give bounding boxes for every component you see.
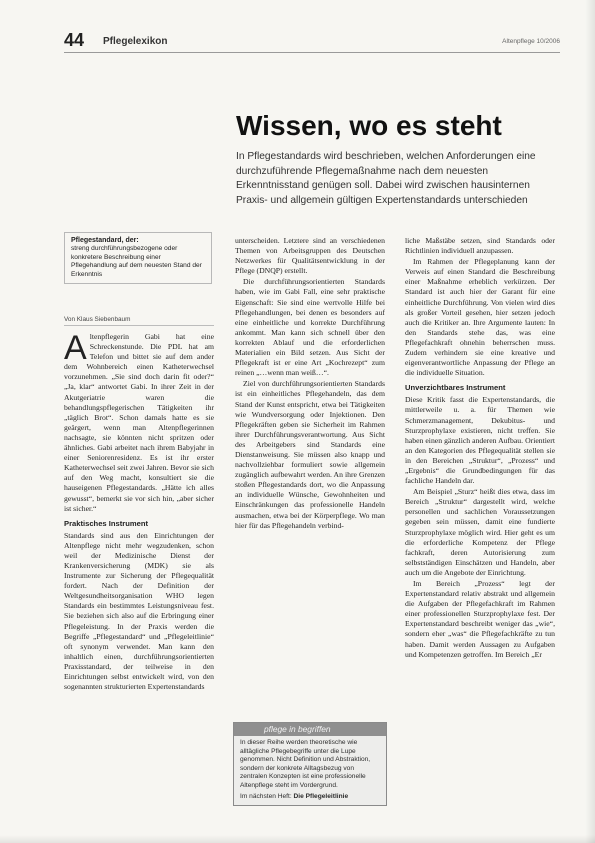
paragraph: unterscheiden. Letztere sind an verschiedenen Themen von Arbeitsgruppen des Deutschen Netzwerkes für Qualitätsentwicklung in der Pflege (DNQP) erstellt. [235,236,385,276]
next-issue-topic: Die Pflegeleitlinie [293,792,349,800]
text-column-1 [64,329,214,693]
next-issue-prefix: Im nächsten Heft: [240,792,292,800]
article-title: Wissen, wo es steht [236,110,502,141]
paragraph: Im Bereich „Prozess“ legt der Expertenstandard relativ abstrakt und allgemein die Aufgaben der Pflegefachkraft im Rahmen einer professionellen Sturzprophylaxe fest. Der Expertenstandard beschreibt weniger das „wie“, sondern eher „was“ die Pflegefachkräfte zu tun haben. Damit werden Aussagen zu Aufgaben und Kompetenzen getroffen. Im Bereich „Er [405,579,555,659]
definition-box [64,232,212,284]
paragraph: Standards sind aus den Einrichtungen der Altenpflege nicht mehr wegzudenken, schon weil der Medizinische Dienst der Krankenversicherung (MDK) sie als Instrumente zur Sicherung der Pflegequalität fordert. Nach der Definition der Weltgesundheitsorganisation WHO legen Standards ein bestimmtes Leistungsniveau fest. Sie beziehen sich also auf die Erbringung einer Pflegeleistung. In der Praxis werden die Begriffe „Pflegestandard“ und „Pflegeleitlinie“ oft synonym verwendet. Man kann den inhaltlich einen, durchführungsorientierten Praxisstandard, der teilweise in den Einrichtungen selbst entwickelt wird, von den sogenannten strukturierten Expertenstandards [64,530,214,692]
text-column-3 [405,236,555,661]
paragraph: Im Rahmen der Pflegeplanung kann der Verweis auf einen Standard die Beschreibung einer Maßnahme erheblich verkürzen. Der Standard ist auch hier der Garant für eine einheitliche Durchführung. Von vielen wird dies als großer Vorteil gesehen, hier setzen jedoch auch die Kritiker an. Ihre Argumente lauten: In den Standards stehe das, was eine Pflegefachkraft ohnehin beherrschen muss. Zudem verhindern sie eine kreative und eigenverantwortliche Anpassung der Pflege an die individuelle Situation. [405,257,555,378]
scan-edge-shadow [585,0,595,843]
next-issue-note [240,793,380,802]
drop-cap: A [64,329,87,367]
series-description [234,736,386,804]
paragraph: ltenpflegerin Gabi hat eine Schreckenstunde. Die PDL hat am Telefon und bittet sie auf dem ander dem Wohnbereich einen Katheterwechsel vorzunehmen. „Sie sind doch darin fit oder?“ „Ja, klar“ antwortet Gabi. In ihrer Zeit in der Akutgeriatrie waren die behandlungspflegerischen Tätigkeiten ihr „täglich Brot“. Schon damals hatte es sie geärgert, wenn man Altenpflegerinnen nachsagte, sie könnten nicht spritzen oder ähnliches. Gabi arbeitet nach ihrem Babyjahr in einer Seniorenresidenz. Es ist ihr erster Katheterwechsel seit zwei Jahren. Bevor sie sich auf den Weg macht, konsultiert sie die hauseigenen Pflegestandards. „Hätte ich alles gewusst“, bemerkt sie vor sich hin, „aber sicher ist sicher.“ [64,332,214,513]
definition-heading: Pflegestandard, der: [71,237,139,244]
subheading: Unverzichtbares Instrument [405,383,506,393]
definition-text: streng durchführungsbezogene oder konkretere Beschreibung einer Pflegehandlung auf dem neuesten Stand der Erkenntnis [71,245,202,278]
series-info-box [233,722,387,806]
section-name: Pflegelexikon [103,36,168,47]
page-number: 44 [64,30,85,50]
issue-label: Altenpflege 10/2006 [502,38,560,45]
text-column-2 [235,236,385,532]
page-header [64,30,560,53]
author-byline: Von Klaus Siebenbaum [64,316,214,326]
series-title: pflege in begriffen [234,723,386,736]
series-body-text: In dieser Reihe werden theoretische wie alltägliche Pflegebegriffe unter die Lupe genommen. Nicht Definition und Abstraktion, sondern der konkrete Alltagsbezug von zentralen Konzepten ist eine professionelle Altenpflege steht im Vordergrund. [240,739,371,789]
scan-bottom-shadow [0,835,595,843]
paragraph: Diese Kritik fasst die Expertenstandards, die mittlerweile u. a. für Themen wie Schmerzmanagement, Dekubitus- und Sturzprophylaxe existieren, nicht treffen. Sie haben einen gänzlich anderen Aufbau. Orientiert an den Kategorien des Pflegequalität stellen sie in den Bereichen „Struktur“, „Prozess“ und „Ergebnis“ die Grundbedingungen für das fachliche Handeln dar. [405,395,555,486]
paragraph: Ziel von durchführungsorientierten Standards ist ein einheitliches Pflegehandeln, das dem Stand der Kunst entspricht, etwa bei Tätigkeiten wie Wundversorgung oder Injektionen. Den Pflegekräften geben sie Sicherheit im Rahmen ihrer Durchführungsverantwortung. Aus Sicht des Arbeitgebers sind Standards eine Dienstanweisung. Sie müssen also knapp und nachvollziehbar formuliert sowie allgemein zugänglich aufbewahrt werden. An ihre Grenzen stoßen Pflegestandards dort, wo die Anpassung an individuelle Wünsche, Gewohnheiten und Einschränkungen das professionelle Handeln ausmachen, etwa bei der Körperpflege. Wo man hier für das Pflegehandeln verbind- [235,379,385,530]
paragraph: liche Maßstäbe setzen, sind Standards oder Richtlinien individuell anzupassen. [405,236,555,256]
paragraph: Am Beispiel „Sturz“ heißt dies etwa, dass im Bereich „Struktur“ dargestellt wird, welche personellen und sachlichen Voraussetzungen gegeben sein müssen, damit eine fundierte Sturzprophylaxe möglich wird. Hier geht es um die erforderliche Kompetenz der Pflege fachkraft, deren Autorisierung zum selbstständigen Einschätzen und Handeln, aber auch um die Angebote der Einrichtung. [405,487,555,577]
paragraph: Die durchführungsorientierten Standards haben, wie im Gabi Fall, eine sehr praktische Eigenschaft: Sie sind eine wertvolle Hilfe bei Pflegehandlungen, bei denen es besonders auf eine einheitliche und korrekte Durchführung ankommt. Man kann sich schnell über den korrekten Ablauf und die erforderlichen Materialien ein Bild setzen. Aus Sicht der Pflegekraft ist er eine Art „Kochrezept“ zum reinen „…wenn man weiß…“. [235,277,385,378]
subheading: Praktisches Instrument [64,518,148,528]
article-lead: In Pflegestandards wird beschrieben, welchen Anforderungen eine durchzuführende Pflegemaßnahme nach dem neuesten Erkenntnisstand genügen soll. Dabei wird zwischen hausinternen Praxis- und allgemein gültigen Expertenstandards unterschieden [236,151,536,206]
